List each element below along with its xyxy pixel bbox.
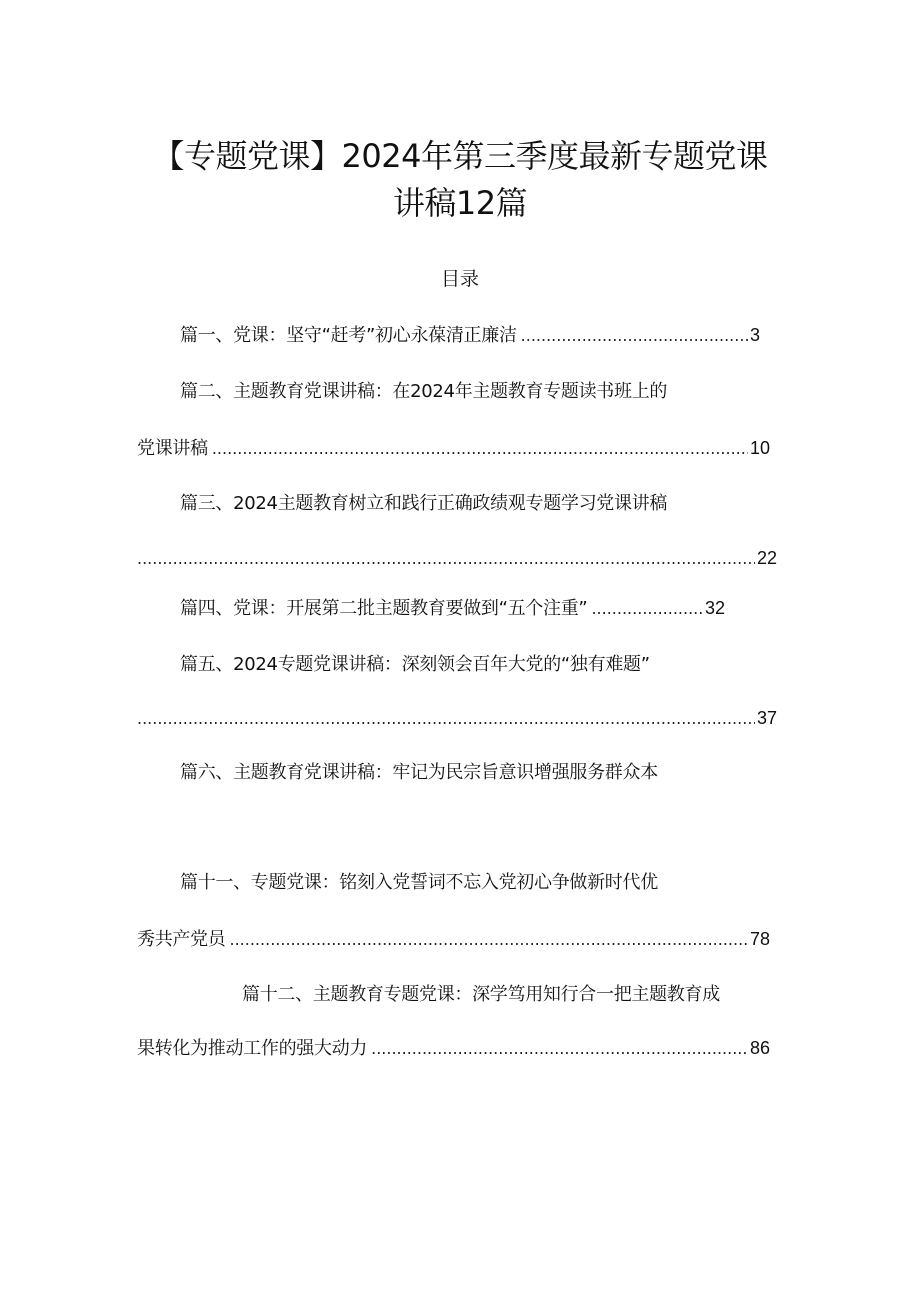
toc-entry-12-line-1 [242, 982, 720, 1008]
toc-page-number: 78 [749, 929, 770, 949]
toc-entry-6 [180, 760, 658, 786]
toc-entry-text: 果转化为推动工作的强大动力 [137, 1038, 368, 1059]
toc-entry-text: 篇二、主题教育党课讲稿：在2024年主题教育专题读书班上的 [180, 381, 668, 402]
toc-entry-text: 篇三、2024主题教育树立和践行正确政绩观专题学习党课讲稿 [180, 493, 668, 514]
toc-leader-dots [137, 546, 755, 572]
toc-page-number: 86 [749, 1038, 770, 1058]
toc-leader-dots [212, 436, 748, 462]
toc-leader-dots [371, 1036, 748, 1062]
toc-entry-3-line-1 [180, 491, 667, 517]
toc-entry-text: 篇一、党课：坚守“赶考”初心永葆清正廉洁 [180, 325, 517, 346]
toc-entry-1 [180, 322, 760, 349]
toc-entry-text: 篇四、党课：开展第二批主题教育要做到“五个注重” [180, 598, 588, 619]
toc-page-number: 22 [756, 548, 777, 568]
toc-leader-dots [230, 927, 748, 953]
toc-entry-text: 篇十二、主题教育专题党课：深学笃用知行合一把主题教育成 [242, 984, 720, 1005]
toc-leader-dots [137, 706, 755, 732]
toc-entry-5-line-1 [180, 652, 650, 678]
toc-entry-text: 秀共产党员 [137, 929, 226, 950]
toc-page-number: 10 [749, 438, 770, 458]
toc-leader-dots [591, 596, 703, 622]
toc-page-number: 37 [756, 708, 777, 728]
toc-entry-2-line-2 [137, 435, 770, 462]
document-title-line-2: 讲稿12篇 [392, 184, 528, 222]
toc-entry-3-line-2 [137, 545, 777, 572]
toc-page-number: 3 [749, 325, 760, 345]
toc-entry-11-line-2 [137, 926, 770, 953]
toc-entry-text: 篇十一、专题党课：铭刻入党誓词不忘入党初心争做新时代优 [180, 872, 658, 893]
toc-entry-text: 篇五、2024专题党课讲稿：深刻领会百年大党的“独有难题” [180, 654, 650, 675]
document-title-line-1: 【专题党课】2024年第三季度最新专题党课 [152, 137, 768, 175]
toc-entry-2-line-1 [180, 379, 667, 405]
toc-leader-dots [521, 323, 748, 349]
toc-entry-5-line-2 [137, 705, 777, 732]
toc-heading: 目录 [440, 268, 479, 290]
toc-entry-11-line-1 [180, 870, 658, 896]
toc-entry-text: 党课讲稿 [137, 438, 208, 459]
toc-entry-4 [180, 595, 725, 622]
toc-entry-text: 篇六、主题教育党课讲稿：牢记为民宗旨意识增强服务群众本 [180, 762, 658, 783]
toc-page-number: 32 [704, 598, 725, 618]
toc-entry-12-line-2 [137, 1035, 770, 1062]
